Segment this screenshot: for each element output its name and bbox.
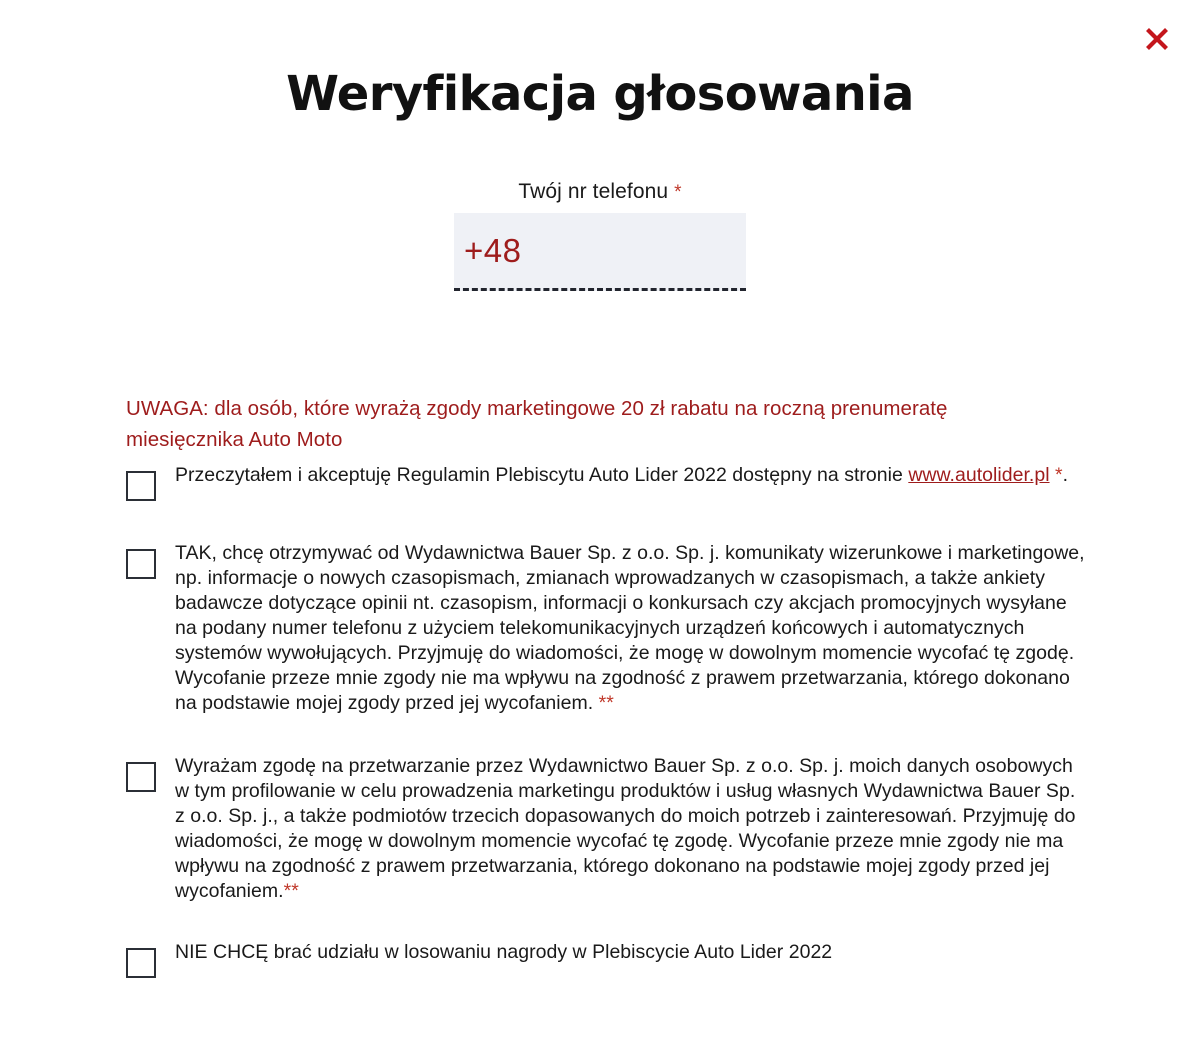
- consent-row-marketing-komunikaty[interactable]: [126, 541, 1086, 716]
- checkbox-marketing-komunikaty[interactable]: [126, 549, 156, 579]
- consent-label-regulamin: [175, 463, 1068, 488]
- consent-text-before: Przeczytałem i akceptuję Regulamin Plebiscytu Auto Lider 2022 dostępny na stronie: [175, 464, 909, 486]
- consent-label-przetwarzanie-danych: [175, 754, 1086, 904]
- required-asterisk: *: [674, 182, 682, 203]
- phone-input-wrapper[interactable]: [454, 213, 746, 291]
- checkbox-regulamin[interactable]: [126, 471, 156, 501]
- close-icon: [1144, 26, 1170, 52]
- phone-field-block: [0, 180, 1200, 291]
- consent-text-before: Wyrażam zgodę na przetwarzanie przez Wydawnictwo Bauer Sp. z o.o. Sp. j. moich danych osobowych w tym profilowanie w celu prowadzenia marketingu produktów i usług własnych Wydawnictwa Bauer Sp. z o.o. Sp. j., a także podmiotów trzecich dopasowanych do moich potrzeb i zainteresowań. Przyjmuję do wiadomości, że mogę w dowolnym momencie wycofać tę zgodę. Wycofanie przeze mnie zgody nie ma wpływu na zgodność z prawem przetwarzania, którego dokonano na podstawie mojej zgody przed jej wycofaniem.: [175, 755, 1076, 902]
- consent-text-before: TAK, chcę otrzymywać od Wydawnictwa Bauer Sp. z o.o. Sp. j. komunikaty wizerunkowe i marketingowe, np. informacje o nowych czasopismach, zmianach wprowadzanych w czasopismach, a także ankiety badawcze dotyczące opinii nt. czasopism, informacji o konkursach czy akcjach promocyjnych wysyłane na podany numer telefonu z użyciem telekomunikacyjnych urządzeń końcowych i automatycznych systemów wywołujących. Przyjmuję do wiadomości, że mogę w dowolnym momencie wycofać tę zgodę. Wycofanie przeze mnie zgody nie ma wpływu na zgodność z prawem przetwarzania, którego dokonano na podstawie mojej zgody przed jej wycofaniem.: [175, 542, 1085, 714]
- marketing-discount-notice: UWAGA: dla osób, które wyrażą zgody marketingowe 20 zł rabatu na roczną prenumeratę miesięcznika Auto Moto: [126, 396, 948, 451]
- consent-row-przetwarzanie-danych[interactable]: [126, 754, 1086, 904]
- phone-field-label: [518, 180, 681, 204]
- consent-row-rezygnacja-losowanie[interactable]: [126, 940, 1086, 978]
- consent-label-rezygnacja-losowanie: NIE CHCĘ brać udziału w losowaniu nagrody w Plebiscycie Auto Lider 2022: [175, 941, 833, 963]
- consent-label-marketing-komunikaty: [175, 541, 1086, 716]
- close-dialog-button[interactable]: [1140, 22, 1174, 56]
- autolider-link[interactable]: www.autolider.pl: [908, 464, 1050, 486]
- checkbox-rezygnacja-losowanie[interactable]: [126, 948, 156, 978]
- consent-text-after: .: [1062, 464, 1069, 486]
- checkbox-przetwarzanie-danych[interactable]: [126, 762, 156, 792]
- consent-marker: **: [598, 692, 614, 714]
- phone-field-label-text: Twój nr telefonu: [518, 180, 669, 203]
- consent-row-regulamin[interactable]: [126, 463, 1086, 501]
- page-title: Weryfikacja głosowania: [286, 66, 914, 123]
- consent-list: [126, 463, 1086, 978]
- consent-marker: **: [283, 880, 299, 902]
- phone-input[interactable]: [464, 232, 746, 270]
- consent-marker: *: [1055, 464, 1063, 486]
